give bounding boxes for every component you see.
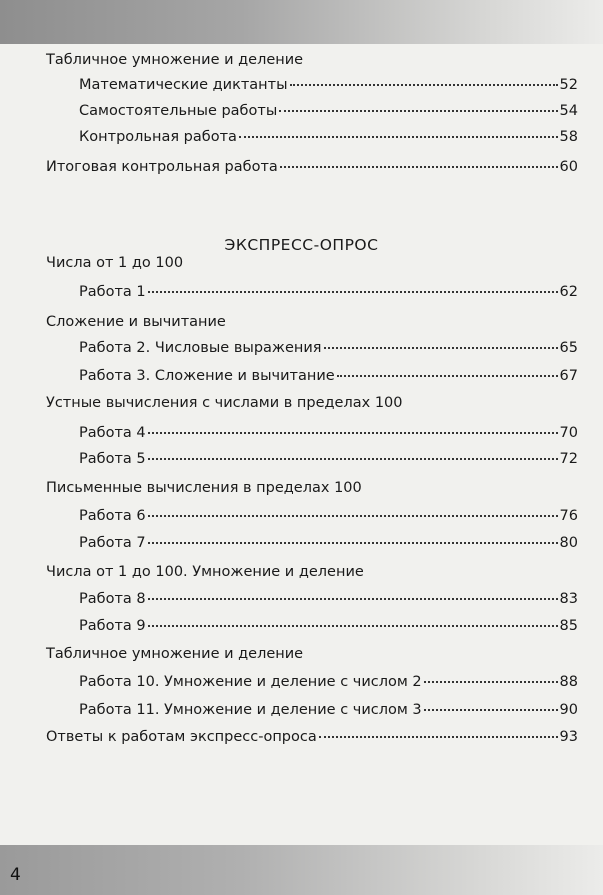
toc-entry xyxy=(46,561,364,583)
toc-entry-label: Письменные вычисления в пределах 100 xyxy=(46,480,362,496)
dot-leader xyxy=(148,542,558,544)
dot-leader xyxy=(148,458,558,460)
dot-leader xyxy=(279,110,557,112)
toc-entry-page: 83 xyxy=(559,591,578,607)
toc-entry xyxy=(46,156,578,178)
section-title: ЭКСПРЕСС-ОПРОС xyxy=(224,236,379,254)
toc-entry-label: Работа 4 xyxy=(79,425,146,441)
toc-entry-page: 72 xyxy=(559,451,578,467)
toc-entry-label: Работа 2. Числовые выражения xyxy=(79,340,322,356)
toc-entry-label: Работа 1 xyxy=(79,284,146,300)
toc-entry xyxy=(46,49,303,71)
toc-entry xyxy=(79,281,578,303)
toc-entry-label: Табличное умножение и деление xyxy=(46,52,304,68)
toc-entry xyxy=(46,726,578,748)
toc-entry-label: Итоговая контрольная работа xyxy=(46,159,278,175)
toc-entry xyxy=(46,252,183,274)
toc-entry-page: 65 xyxy=(559,340,578,356)
dot-leader xyxy=(239,136,558,138)
toc-entry-label: Работа 6 xyxy=(79,508,146,524)
toc-entry-label: Работа 11. Умножение и деление с числом 3 xyxy=(79,702,422,718)
toc-entry xyxy=(79,126,578,148)
toc-entry xyxy=(46,311,226,333)
toc-entry xyxy=(79,505,578,527)
toc-entry xyxy=(79,448,578,470)
dot-leader xyxy=(290,84,558,86)
toc-entry xyxy=(79,699,578,721)
toc-entry xyxy=(79,588,578,610)
toc-entry-page: 90 xyxy=(559,702,578,718)
dot-leader xyxy=(319,736,558,738)
dot-leader xyxy=(148,625,558,627)
footer-band xyxy=(0,845,603,895)
toc-entry-page: 54 xyxy=(559,103,578,119)
toc-entry xyxy=(46,392,403,414)
dot-leader xyxy=(148,515,558,517)
toc-entry-page: 88 xyxy=(559,674,578,690)
toc-entry-label: Контрольная работа xyxy=(79,129,237,145)
toc-entry xyxy=(79,100,578,122)
dot-leader xyxy=(424,681,558,683)
toc-entry xyxy=(79,671,578,693)
dot-leader xyxy=(148,598,558,600)
toc-entry-label: Числа от 1 до 100 xyxy=(46,255,184,271)
toc-entry-page: 62 xyxy=(559,284,578,300)
toc-entry xyxy=(79,422,578,444)
toc-entry-page: 67 xyxy=(559,368,578,384)
header-band xyxy=(0,0,603,44)
dot-leader xyxy=(148,432,558,434)
toc-entry-label: Работа 10. Умножение и деление с числом 2 xyxy=(79,674,422,690)
toc-entry-label: Самостоятельные работы xyxy=(79,103,278,119)
toc-entry-page: 52 xyxy=(559,77,578,93)
toc-entry-label: Работа 8 xyxy=(79,591,146,607)
toc-entry-label: Математические диктанты xyxy=(79,77,288,93)
dot-leader xyxy=(424,709,558,711)
toc-entry-label: Ответы к работам экспресс-опроса xyxy=(46,729,317,745)
toc-entry xyxy=(79,365,578,387)
toc-entry-page: 58 xyxy=(559,129,578,145)
toc-entry-page: 80 xyxy=(559,535,578,551)
dot-leader xyxy=(280,166,558,168)
toc-entry-label: Работа 5 xyxy=(79,451,146,467)
toc-entry-label: Работа 7 xyxy=(79,535,146,551)
dot-leader xyxy=(148,291,558,293)
toc-entry xyxy=(46,477,362,499)
toc-entry-page: 93 xyxy=(559,729,578,745)
dot-leader xyxy=(337,375,558,377)
toc-entry-label: Устные вычисления с числами в пределах 100 xyxy=(46,395,403,411)
toc-entry-page: 76 xyxy=(559,508,578,524)
toc-entry-label: Работа 3. Сложение и вычитание xyxy=(79,368,335,384)
toc-entry xyxy=(79,74,578,96)
toc-entry xyxy=(79,532,578,554)
page-number: 4 xyxy=(10,865,21,885)
toc-entry-label: Табличное умножение и деление xyxy=(46,646,304,662)
toc-entry-label: Работа 9 xyxy=(79,618,146,634)
toc-entry xyxy=(46,643,303,665)
dot-leader xyxy=(324,347,558,349)
toc-entry-page: 60 xyxy=(559,159,578,175)
toc-entry xyxy=(79,337,578,359)
toc-entry xyxy=(79,615,578,637)
toc-entry-page: 70 xyxy=(559,425,578,441)
toc-entry-page: 85 xyxy=(559,618,578,634)
toc-entry-label: Сложение и вычитание xyxy=(46,314,226,330)
toc-entry-label: Числа от 1 до 100. Умножение и деление xyxy=(46,564,364,580)
